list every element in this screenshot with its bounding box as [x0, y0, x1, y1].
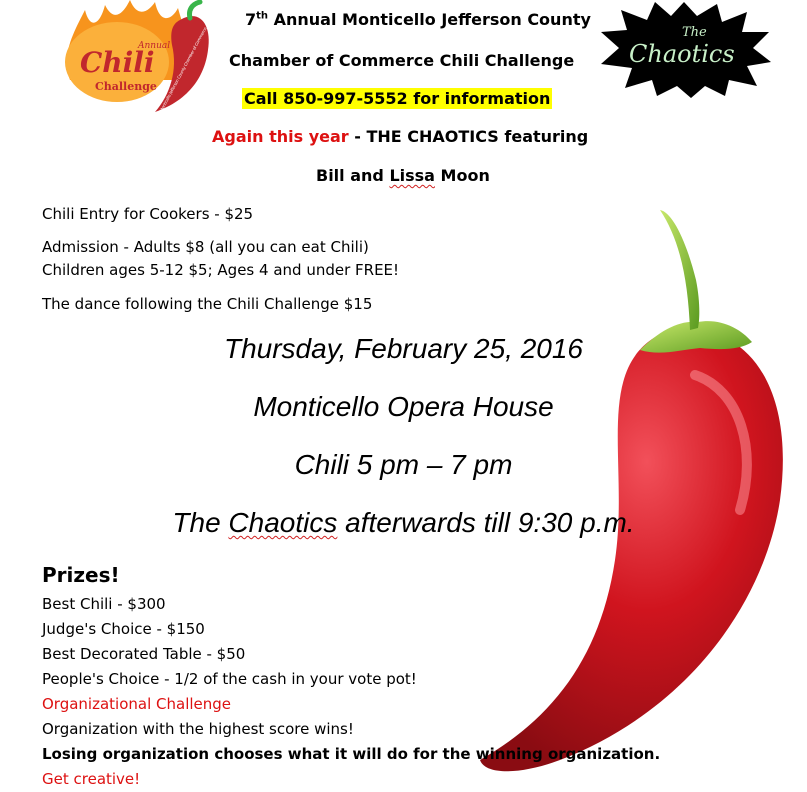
afterparty-pre: The	[172, 507, 229, 538]
organizational-challenge-heading: Organizational Challenge	[42, 695, 232, 713]
header-line-1-text: Annual Monticello Jefferson County	[268, 10, 591, 29]
logo-ring-text: Monticello Jefferson County Chamber of Commerce	[158, 26, 208, 113]
featuring-bill: Bill and	[316, 166, 390, 185]
prizes-heading: Prizes!	[42, 563, 120, 587]
phone-info-line	[242, 89, 552, 108]
featuring-moon: Moon	[434, 166, 490, 185]
prize-judges-choice: Judge's Choice - $150	[42, 620, 205, 638]
afterparty-rest: afterwards till 9:30 p.m.	[337, 507, 635, 538]
phone-highlight: Call 850-997-5552 for information	[244, 89, 551, 108]
chili-pepper-illustration	[440, 200, 807, 792]
dance-fee-text: The dance following the Chili Challenge $15	[42, 295, 373, 313]
event-date: Thursday, February 25, 2016	[223, 333, 583, 364]
losing-organization-text: Losing organization chooses what it will do for the winning organization.	[42, 745, 661, 763]
featuring-names-line	[316, 166, 490, 185]
event-venue: Monticello Opera House	[253, 391, 554, 422]
chili-challenge-logo	[60, 0, 220, 118]
header-line-1	[245, 10, 591, 29]
header-line-2: Chamber of Commerce Chili Challenge	[229, 51, 575, 70]
entry-fee-text: Chili Entry for Cookers - $25	[42, 205, 254, 223]
prize-decorated-table: Best Decorated Table - $50	[42, 645, 246, 663]
featuring-lissa: Lissa	[389, 166, 435, 185]
logo-chili-text: Chili	[80, 46, 155, 79]
chaotics-the-text: The	[682, 25, 707, 40]
admission-text: Admission - Adults $8 (all you can eat Chili)	[42, 238, 369, 256]
prize-best-chili: Best Chili - $300	[42, 595, 166, 613]
get-creative-text: Get creative!	[42, 770, 141, 788]
event-afterparty	[0, 507, 807, 539]
prize-peoples-choice: People's Choice - 1/2 of the cash in your vote pot!	[42, 670, 417, 688]
chaotics-name-text: Chaotics	[629, 40, 735, 68]
header-annual-number: 7	[245, 10, 257, 29]
header-ordinal-suffix: th	[256, 10, 269, 22]
logo-challenge-text: Challenge	[95, 80, 157, 93]
again-this-year-line	[212, 127, 588, 146]
organization-wins-text: Organization with the highest score wins!	[42, 720, 354, 738]
afterparty-band: Chaotics	[228, 507, 338, 538]
chaotics-band-logo	[597, 0, 772, 98]
again-this-year-red: Again this year	[212, 127, 349, 146]
event-chili-time: Chili 5 pm – 7 pm	[294, 449, 513, 480]
children-admission-text: Children ages 5-12 $5; Ages 4 and under FREE!	[42, 261, 400, 279]
again-this-year-rest: - THE CHAOTICS featuring	[348, 127, 589, 146]
logo-annual-text: Annual	[138, 41, 171, 51]
